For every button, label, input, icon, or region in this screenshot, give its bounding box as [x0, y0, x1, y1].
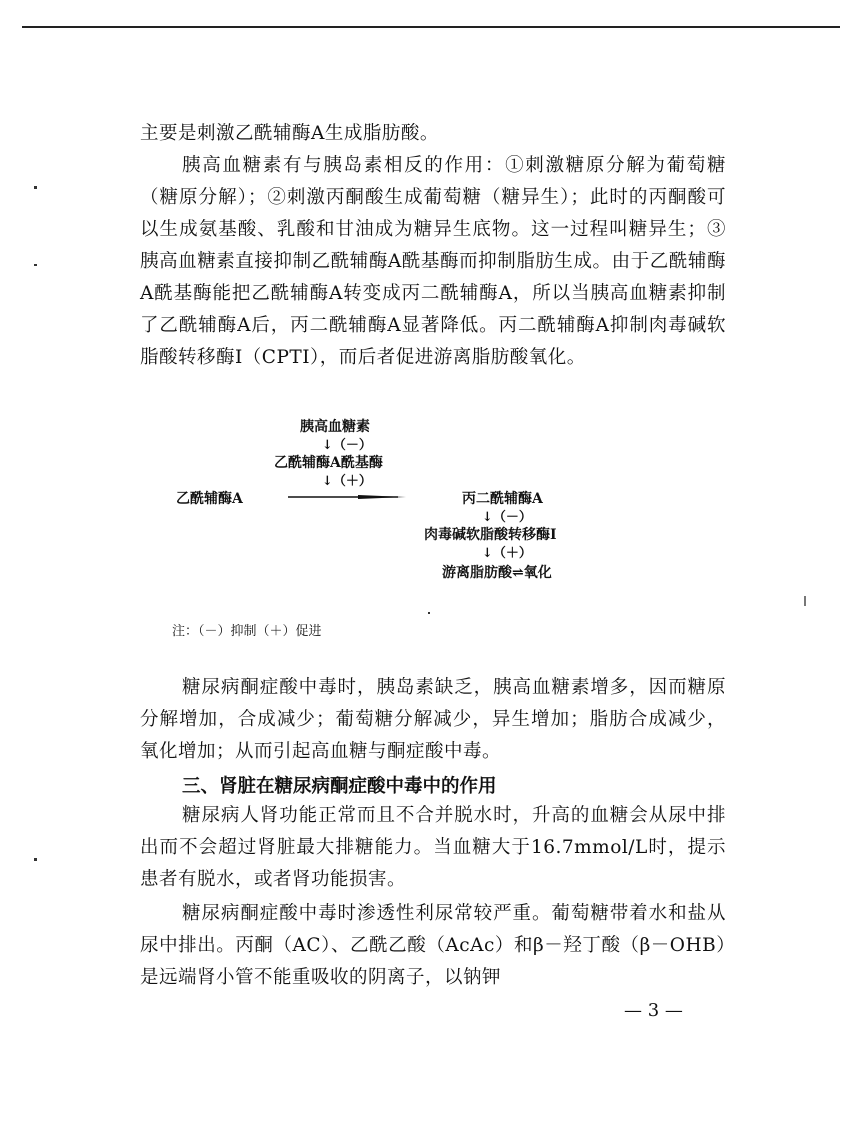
diagram-note: 注：（－）抑制（＋）促进 [172, 624, 322, 639]
arrow-promote-2: ↓（＋） [482, 546, 532, 561]
paragraph-3: 糖尿病酮症酸中毒时，胰岛素缺乏，胰高血糖素增多，因而糖原分解增加，合成减少；葡萄糖分解减少，异生增加；脂肪合成减少，氧化增加；从而引起高血糖与酮症酸中毒。 [140, 677, 726, 762]
node-acetyl-coa: 乙酰辅酶A [176, 491, 243, 507]
page-number: — 3 — [624, 1000, 683, 1021]
node-glucagon: 胰高血糖素 [300, 419, 370, 435]
arrow-promote-1: ↓（＋） [322, 474, 372, 489]
node-malonyl-coa: 丙二酰辅酶A [462, 491, 543, 507]
arrow-inhibit-2: ↓（－） [482, 510, 532, 525]
scan-speck [428, 612, 430, 614]
paragraph-5: 糖尿病酮症酸中毒时渗透性利尿常较严重。葡萄糖带着水和盐从尿中排出。丙酮（AC）、乙酰乙酸（AcAc）和β－羟丁酸（β－OHB）是远端肾小管不能重吸收的阴离子，以钠钾 [140, 903, 726, 988]
section-heading: 三、肾脏在糖尿病酮症酸中毒中的作用 [182, 776, 497, 797]
top-rule [22, 26, 840, 28]
node-cpt1: 肉毒碱软脂酸转移酶Ⅰ [424, 527, 557, 543]
right-arrow [288, 490, 410, 504]
scan-speck [34, 858, 37, 861]
arrow-inhibit-1: ↓（－） [322, 438, 372, 453]
paragraph-1: 主要是刺激乙酰辅酶A生成脂肪酸。 [140, 123, 439, 144]
paragraph-4: 糖尿病人肾功能正常而且不合并脱水时，升高的血糖会从尿中排出而不会超过肾脏最大排糖能力。当血糖大于16.7mmol/L时，提示患者有脱水，或者肾功能损害。 [140, 805, 726, 890]
paragraph-2: 胰高血糖素有与胰岛素相反的作用：①刺激糖原分解为葡萄糖（糖原分解）；②刺激丙酮酸生成葡萄糖（糖异生）；此时的丙酮酸可以生成氨基酸、乳酸和甘油成为糖异生底物。这一过程叫糖异生；③胰高血糖素直接抑制乙酰辅酶A酰基酶而抑制脂肪生成。由于乙酰辅酶A酰基酶能把乙酰辅酶A转变成丙二酰辅酶A，所以当胰高血糖素抑制了乙酰辅酶A后，丙二酰辅酶A显著降低。丙二酰辅酶A抑制肉毒碱软脂酸转移酶Ⅰ（CPTⅠ），而后者促进游离脂肪酸氧化。 [140, 155, 726, 368]
node-acetyl-coa-carboxylase: 乙酰辅酶A酰基酶 [274, 455, 383, 471]
scan-speck [804, 596, 806, 606]
scan-speck [34, 264, 37, 266]
node-ffa-oxidation: 游离脂肪酸⇌氧化 [442, 565, 552, 581]
scan-speck [34, 186, 37, 189]
